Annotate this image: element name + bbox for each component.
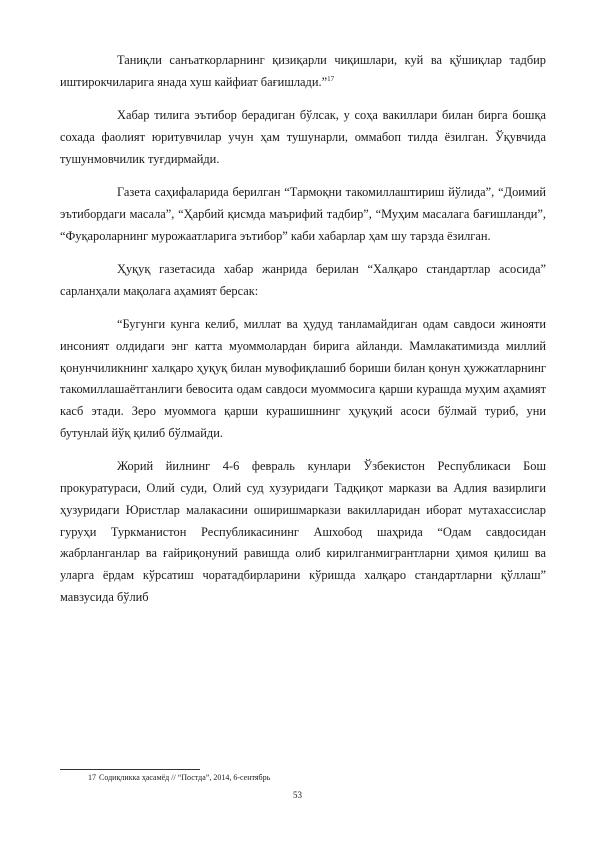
paragraph-2: Хабар тилига эътибор берадиган бўлсак, у соҳа вакиллари билан бирга бошқа сохада фаолият юритувчилар учун ҳам тушунарли, оммабоп тилда ёзилган. Ўқувчида тушунмовчилик туғдирмайди. xyxy=(60,108,546,166)
paragraph-5: “Бугунги кунга келиб, миллат ва ҳудуд танламайдиган одам савдоси жинояти инсоният олдидаги энг катта муоммолардан бирига айланди. Мамлакатимизда миллий қонунчиликнинг халқаро ҳуқуқ билан мувофиқлашиб бориши билан қонун ҳужжатларнинг такомиллашаётганлиги бевосита одам савдоси муоммосига қарши курашда муҳим аҳамият касб этади. Зеро муоммога қарши курашишнинг ҳуқуқий асоси бўлмай туриб, уни бутунлай йўқ қилиб бўлмайди. xyxy=(60,316,546,440)
footnote-reference: 17 xyxy=(327,74,335,83)
footnote-text: Содиқликка ҳасамёд // “Постда”, 2014, 6-сентябрь xyxy=(99,773,271,782)
footnote xyxy=(88,773,270,783)
page-number: 53 xyxy=(293,790,302,800)
footnote-divider xyxy=(60,769,200,770)
footnote-number: 17 xyxy=(88,773,96,782)
paragraph-4: Ҳуқуқ газетасида хабар жанрида берилан “Халқаро стандартлар асосида” сарланҳали мақолага аҳамият берсак: xyxy=(60,261,546,298)
body-text xyxy=(60,50,546,620)
paragraph-3: Газета саҳифаларида берилган “Тармоқни такомиллаштириш йўлида”, “Доимий эътибордаги масала”, “Ҳарбий қисмда маърифий тадбир”, “Муҳим масалага бағишланди”, “Фуқароларнинг мурожаатларига эътибор” каби хабарлар ҳам шу тарзда ёзилган. xyxy=(60,184,546,243)
paragraph-1 xyxy=(60,50,546,94)
paragraph-6: Жорий йилнинг 4-6 февраль кунлари Ўзбекистон Республикаси Бош прокуратураси, Олий суди, Олий суд хузуридаги Тадқиқот маркази ва Адлия вазирлиги ҳузуридаги Юристлар малакасини оширишмаркази вакилларидан иборат мутахассислар гуруҳи Туркманистон Республикасининг Ашхобод шаҳрида “Одам савдосидан жабрланганлар ва ғайриқонуний равишда олиб кирилганмигрантларни ҳимоя қилиш ва уларга ёрдам кўрсатиш чоратадбирларини кўришда халқаро стандартларни қўллаш” мавзусида бўлиб xyxy=(60,459,546,605)
paragraph-1-text: Таниқли санъаткорларнинг қизиқарли чиқишлари, куй ва қўшиқлар тадбир иштирокчиларига янада хуш кайфиат бағишлади.” xyxy=(60,53,546,89)
